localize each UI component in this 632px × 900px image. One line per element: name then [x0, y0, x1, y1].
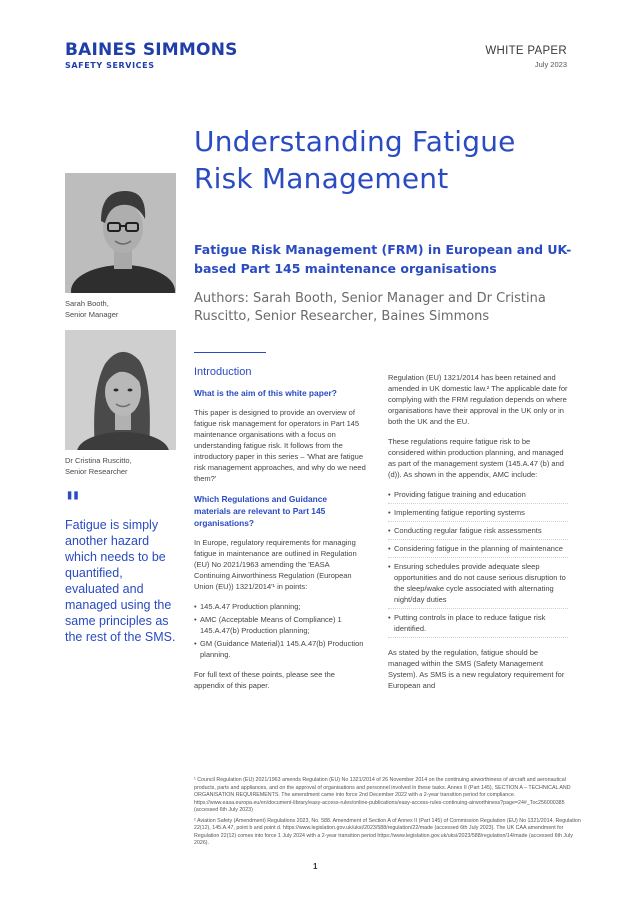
bullet-list — [388, 489, 568, 638]
pull-quote: Fatigue is simply another hazard which needs to be quantified, evaluated and managed using the same principles as the rest of the SMS. — [65, 518, 176, 644]
paragraph: In Europe, regulatory requirements for managing fatigue in maintenance are outlined in Regulation (EU) No 2021/1963 amending the 'EASA Continuing Airworthiness Regulation (European Union (EU)) 1321/2014'¹ in points: — [194, 538, 357, 591]
brand-logo — [65, 41, 238, 70]
subheading-aim: What is the aim of this white paper? — [194, 388, 337, 398]
paragraph: These regulations require fatigue risk to be considered within production planning, and managed as part of the management system (145.A.47 (b) and (d)). As shown in the appendix, AMC include: — [388, 437, 564, 479]
paragraph: For full text of these points, please see the appendix of this paper. — [194, 670, 335, 690]
document-type — [485, 45, 567, 69]
title-divider — [194, 352, 266, 353]
author-photo-sarah-booth — [65, 173, 176, 293]
author-role: Senior Manager — [65, 310, 119, 319]
author-photo-cristina-ruscitto — [65, 330, 176, 450]
list-item: • Ensuring schedules provide adequate sleep opportunities and do not cause serious disruption to the sleep/wake cycle associated with alternating night/day duties — [388, 561, 568, 609]
list-item: • 145.A.47 Production planning; — [194, 601, 366, 612]
paragraph: Regulation (EU) 1321/2014 has been retained and amended in UK domestic law.² The applicable date for complying with the FRM regulation depends on where organisations have their approval in the UK only or in both the UK and the EU. — [388, 373, 568, 426]
subheading-regulations: Which Regulations and Guidance materials are relevant to Part 145 organisations? — [194, 494, 328, 528]
brand-name: BAINES SIMMONS — [65, 40, 238, 60]
page-subtitle: Fatigue Risk Management (FRM) in European and UK-based Part 145 maintenance organisations — [194, 242, 572, 276]
author-role: Senior Researcher — [65, 467, 128, 476]
author-caption-2 — [65, 455, 132, 477]
document-date: July 2023 — [534, 60, 567, 69]
quote-mark-icon: " — [65, 486, 81, 521]
bullet-list — [194, 601, 366, 660]
list-item: • AMC (Acceptable Means of Compliance) 1 145.A.47(b) Production planning; — [194, 614, 366, 636]
paragraph: As stated by the regulation, fatigue should be managed within the SMS (Safety Management System). As SMS is a new regulatory requirement for European and — [388, 648, 565, 690]
list-item: • Putting controls in place to reduce fatigue risk identified. — [388, 612, 568, 638]
document-type-label: WHITE PAPER — [485, 45, 567, 57]
footnote: ² Aviation Safety (Amendment) Regulations 2023, No. 588. Amendment of Section A of Annex II (Part 145) of Commission Regulation (EU) No 1321/2014. Regulation 22(12), 145.A.47, point b and point d. https://www.legislation.gov.uk/uksi/2023/588/regulation/22/made (accessed 6th July 2023). The UK CAA amendment for Regulation 22(12) comes into force 1 July 2024 with a 2-year transition period https://www.legislation.gov.uk/uksi/2023/588/regulation/14/made (accessed 6th July 2026). — [194, 817, 581, 846]
paragraph: This paper is designed to provide an overview of fatigue risk management for operators in Part 145 maintenance organisations with a focus on understanding fatigue risk. It follows from the introductory paper in this series – 'What are fatigue risk management approaches, and why do we need them?' — [194, 408, 366, 483]
page-title: Understanding Fatigue Risk Management — [194, 125, 516, 195]
list-item: • Providing fatigue training and education — [388, 489, 568, 504]
list-item: • GM (Guidance Material)1 145.A.47(b) Production planning. — [194, 638, 366, 660]
footnote: ¹ Council Regulation (EU) 2021/1963 amends Regulation (EU) No 1321/2014 of 26 November 2014 on the continuing airworthiness of aircraft and aeronautical products, parts and appliances, and on the approval of organisations and personnel involved in these tasks. Annex II (Part 145), SECTION A – TECHNICAL AND ORGANISATION REQUIREMENTS. The amendment came into force 2nd December 2022 with a 2-year transition period for compliance. https://www.easa.europa.eu/en/document-library/easy-access-rules/online-publications/easy-access-rules-continuing-airworthiness?page=24#_Toc256000385 (accessed 6th July 2023) — [194, 777, 571, 813]
list-item: • Conducting regular fatigue risk assessments — [388, 525, 568, 540]
page-number: 1 — [313, 862, 318, 871]
section-heading: Introduction — [194, 366, 252, 378]
list-item: • Implementing fatigue reporting systems — [388, 507, 568, 522]
body-column-left — [194, 367, 366, 700]
author-name: Dr Cristina Ruscitto, — [65, 456, 132, 465]
footnotes — [194, 777, 587, 851]
list-item: • Considering fatigue in the planning of maintenance — [388, 543, 568, 558]
brand-tagline: SAFETY SERVICES — [65, 61, 155, 70]
author-caption-1 — [65, 298, 118, 320]
author-name: Sarah Booth, — [65, 299, 109, 308]
body-column-right — [388, 372, 568, 700]
authors-line: Authors: Sarah Booth, Senior Manager and Dr Cristina Ruscitto, Senior Researcher, Baines Simmons — [194, 291, 546, 324]
